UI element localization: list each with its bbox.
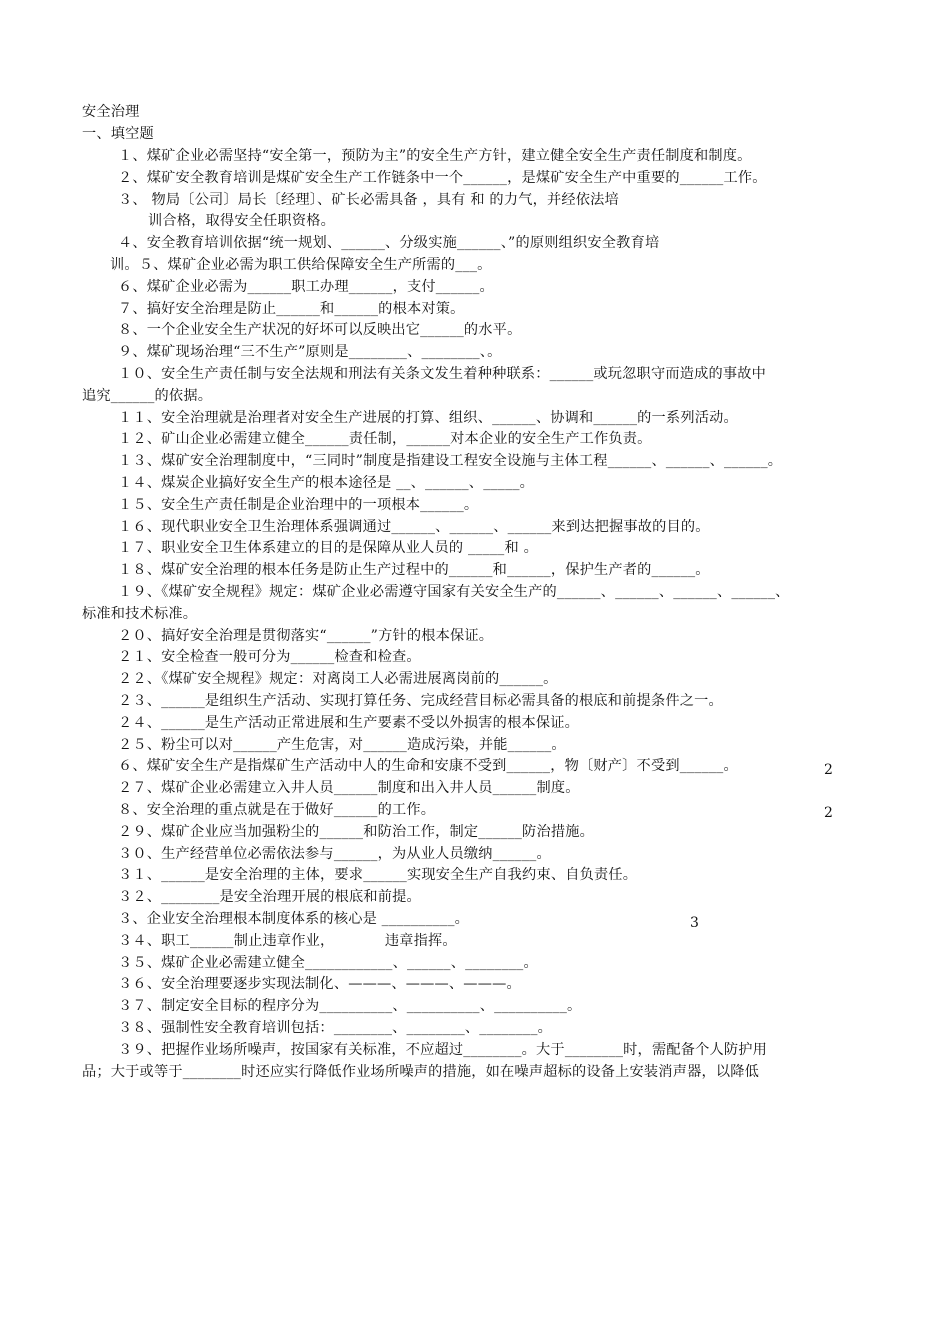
question-line: ３４、职工______制止违章作业， 违章指挥。: [118, 932, 457, 949]
question-line: １６、现代职业安全卫生治理体系强调通过______、______、______来到达把握事故的目的。: [118, 518, 710, 535]
question-line: １０、安全生产责任制与安全法规和刑法有关条文发生着种种联系：______或玩忽职守而造成的事故中: [118, 366, 767, 382]
question-line: ３９、把握作业场所噪声，按国家有关标准，不应超过________。大于________时，需配备个人防护用: [118, 1041, 768, 1058]
section-heading: 一、填空题: [82, 126, 154, 142]
question-line: ３５、煤矿企业必需建立健全____________、______、________。: [118, 954, 538, 971]
question-line: ３０、生产经营单位必需依法参与______，为从业人员缴纳______。: [118, 845, 551, 862]
question-line: １４、煤炭企业搞好安全生产的根本途径是 __、______、_____。: [118, 475, 535, 491]
side-number: 2: [824, 805, 833, 821]
question-line: １７、职业安全卫生体系建立的目的是保障从业人员的 _____和 。: [118, 540, 538, 557]
question-line: ２９、煤矿企业应当加强粉尘的______和防治工作，制定______防治措施。: [118, 823, 594, 840]
side-number: 3: [690, 915, 699, 931]
question-line: ７、搞好安全治理是防止______和______的根本对策。: [118, 300, 465, 317]
question-line: ３８、强制性安全教育培训包括：________、________、________。: [118, 1020, 553, 1036]
question-line: ８、安全治理的重点就是在于做好______的工作。: [118, 802, 436, 818]
question-line: ２１、安全检查一般可分为______检查和检查。: [118, 649, 421, 666]
question-line: １９、《煤矿安全规程》规定：煤矿企业必需遵守国家有关安全生产的______、______、______、______、: [118, 584, 790, 600]
question-line: ２７、煤矿企业必需建立入井人员______制度和出入井人员______制度。: [118, 780, 580, 797]
question-line: ３２、________是安全治理开展的根底和前提。: [118, 889, 421, 906]
question-line: １２、矿山企业必需建立健全______责任制，______对本企业的安全生产工作负责。: [118, 431, 652, 448]
question-line: 训合格，取得安全任职资格。: [148, 213, 336, 230]
question-line: ３１、______是安全治理的主体，要求______实现安全生产自我约束、自负责任。: [118, 867, 638, 884]
question-line: ２２、《煤矿安全规程》规定：对离岗工人必需进展离岗前的______。: [118, 671, 558, 688]
question-line: ８、一个企业安全生产状况的好坏可以反映出它______的水平。: [118, 322, 522, 339]
question-line: ３、 物局〔公司〕局长〔经理〕、矿长必需具备 ，具有 和 的力气，并经依法培: [118, 191, 619, 208]
question-line: ２３、______是组织生产活动、实现打算任务、完成经营目标必需具备的根底和前提条件之一。: [118, 693, 723, 709]
question-line: １３、煤矿安全治理制度中，“三同时”制度是指建设工程安全设施与主体工程______、______、______。: [118, 453, 783, 470]
question-line: ２４、______是生产活动正常进展和生产要素不受以外损害的根本保证。: [118, 714, 580, 731]
doc-title: 安全治理: [82, 104, 140, 120]
question-line: １、煤矿企业必需坚持“安全第一，预防为主”的安全生产方针，建立健全安全生产责任制度和制度。: [118, 148, 752, 164]
question-line: １１、安全治理就是治理者对安全生产进展的打算、组织、______、协调和______的一系列活动。: [118, 409, 738, 426]
question-line: ２０、搞好安全治理是贯彻落实“______”方针的根本保证。: [118, 627, 494, 644]
question-line: ２、煤矿安全教育培训是煤矿安全生产工作链条中一个______，是煤矿安全生产中重要的______工作。: [118, 169, 767, 186]
question-line: 训。５、煤矿企业必需为职工供给保障安全生产所需的___。: [110, 257, 492, 273]
question-line: ２５、粉尘可以对______产生危害，对______造成污染，并能______。: [118, 736, 566, 753]
question-line: 标准和技术标准。: [82, 605, 198, 622]
side-number: 2: [824, 762, 833, 778]
question-line: １８、煤矿安全治理的根本任务是防止生产过程中的______和______，保护生产者的______。: [118, 562, 710, 579]
question-line: ４、安全教育培训依据“统一规划、______、分级实施______、”的原则组织安全教育培: [118, 235, 660, 252]
question-line: 品；大于或等于________时还应实行降低作业场所噪声的措施，如在噪声超标的设备上安装消声器，以降低: [82, 1063, 760, 1080]
question-line: ６、煤矿安全生产是指煤矿生产活动中人的生命和安康不受到______，物〔财产〕不受到______。: [118, 758, 738, 775]
question-line: ３６、安全治理要逐步实现法制化、———、———、———。: [118, 976, 521, 993]
question-line: ９、煤矿现场治理“三不生产”原则是________、________、。: [118, 344, 502, 361]
question-line: ３、企业安全治理根本制度体系的核心是 __________。: [118, 911, 470, 927]
question-line: 追究______的依据。: [82, 387, 213, 404]
question-line: ３７、制定安全目标的程序分为__________、__________、__________。: [118, 998, 582, 1015]
question-line: １５、安全生产责任制是企业治理中的一项根本______。: [118, 496, 479, 513]
question-line: ６、煤矿企业必需为______职工办理______，支付______。: [118, 278, 494, 295]
